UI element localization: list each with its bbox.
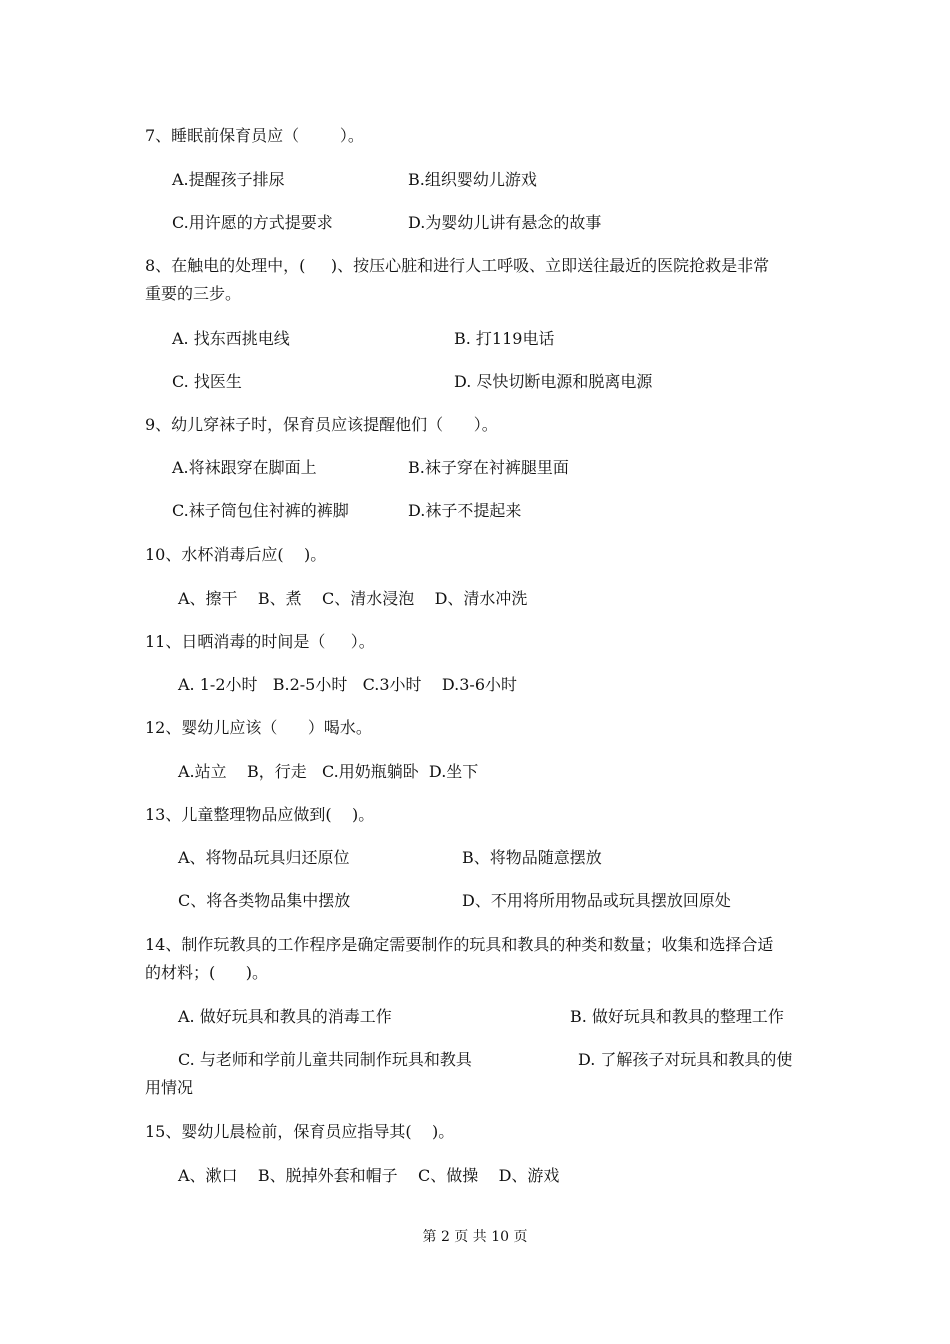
question-11-options: A. 1-2小时 B.2-5小时 C.3小时 D.3-6小时 — [178, 675, 518, 694]
question-15-options: A、漱口 B、脱掉外套和帽子 C、做操 D、游戏 — [178, 1166, 560, 1185]
question-14-stem-line-2: 的材料；( )。 — [145, 963, 269, 982]
question-13-option-b: B、将物品随意摆放 — [462, 848, 602, 867]
question-7-option-d: D.为婴幼儿讲有悬念的故事 — [408, 213, 602, 232]
question-13-option-a: A、将物品玩具归还原位 — [178, 848, 350, 867]
question-8-stem-line-2: 重要的三步。 — [145, 284, 242, 303]
page-number-footer: 第 2 页 共 10 页 — [422, 1229, 528, 1245]
question-14-option-d: D. 了解孩子对玩具和教具的使 — [578, 1050, 793, 1069]
question-14-option-d-continued: 用情况 — [145, 1078, 194, 1097]
question-8-option-a: A. 找东西挑电线 — [172, 329, 290, 348]
question-9-option-a: A.将袜跟穿在脚面上 — [172, 458, 317, 477]
question-7-option-c: C.用许愿的方式提要求 — [172, 213, 333, 232]
question-10-stem: 10、水杯消毒后应( )。 — [145, 545, 327, 564]
question-13-stem: 13、儿童整理物品应做到( )。 — [145, 805, 375, 824]
question-14-option-a: A. 做好玩具和教具的消毒工作 — [178, 1007, 392, 1026]
question-14-stem-line-1: 14、制作玩教具的工作程序是确定需要制作的玩具和教具的种类和数量；收集和选择合适 — [145, 935, 774, 954]
question-9-stem: 9、幼儿穿袜子时，保育员应该提醒他们（ ）。 — [145, 415, 498, 434]
question-10-options: A、擦干 B、煮 C、清水浸泡 D、清水冲洗 — [178, 589, 528, 608]
question-7-stem: 7、睡眠前保育员应（ ）。 — [145, 126, 364, 145]
question-7-option-b: B.组织婴幼儿游戏 — [408, 170, 537, 189]
question-15-stem: 15、婴幼儿晨检前，保育员应指导其( )。 — [145, 1122, 455, 1141]
question-7-option-a: A.提醒孩子排尿 — [172, 170, 285, 189]
question-12-stem: 12、婴幼儿应该（ ）喝水。 — [145, 718, 372, 737]
question-9-option-b: B.袜子穿在衬裤腿里面 — [408, 458, 569, 477]
question-11-stem: 11、日晒消毒的时间是（ ）。 — [145, 632, 375, 651]
question-13-option-c: C、将各类物品集中摆放 — [178, 891, 351, 910]
question-14-option-b: B. 做好玩具和教具的整理工作 — [570, 1007, 784, 1026]
question-8-option-c: C. 找医生 — [172, 372, 242, 391]
question-8-stem-line-1: 8、在触电的处理中，( )、按压心脏和进行人工呼吸、立即送往最近的医院抢救是非常 — [145, 256, 770, 275]
question-8-option-b: B. 打119电话 — [454, 329, 555, 348]
question-9-option-c: C.袜子筒包住衬裤的裤脚 — [172, 501, 349, 520]
question-14-option-c: C. 与老师和学前儿童共同制作玩具和教具 — [178, 1050, 472, 1069]
question-8-option-d: D. 尽快切断电源和脱离电源 — [454, 372, 653, 391]
question-9-option-d: D.袜子不提起来 — [408, 501, 522, 520]
question-13-option-d: D、不用将所用物品或玩具摆放回原处 — [462, 891, 731, 910]
question-12-options: A.站立 B，行走 C.用奶瓶躺卧 D.坐下 — [178, 762, 479, 781]
